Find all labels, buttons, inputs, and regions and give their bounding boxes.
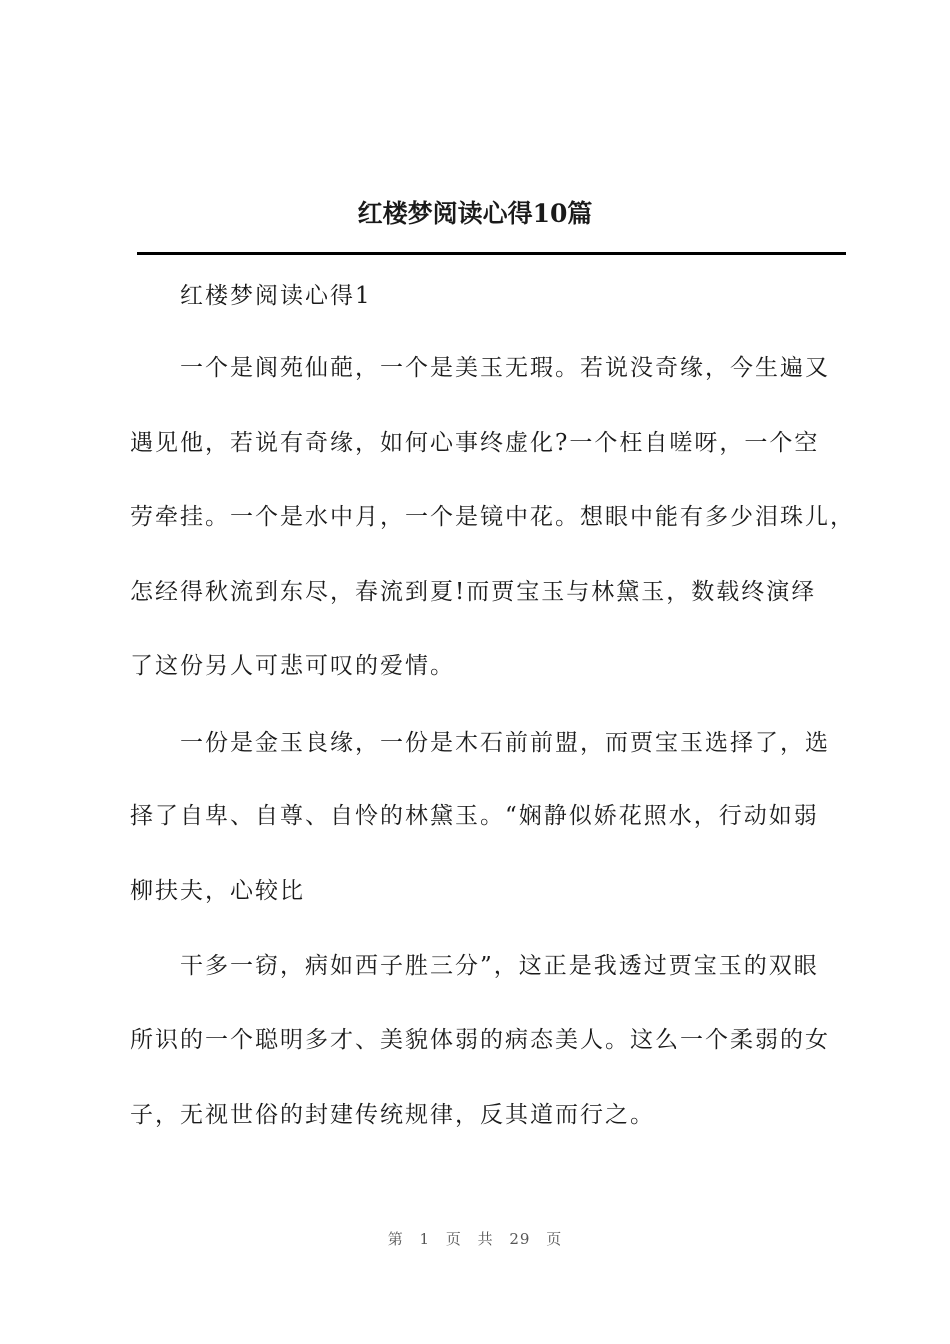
paragraph-line: 柳扶夫，心较比: [130, 878, 305, 904]
page-number: 第 1 页 共 29 页: [387, 1230, 563, 1248]
paragraph-line: 一个是阆苑仙葩，一个是美玉无瑕。若说没奇缘，今生遍又: [180, 355, 830, 381]
paragraph-line: 怎经得秋流到东尽，春流到夏!而贾宝玉与林黛玉，数载终演绎: [130, 579, 817, 605]
paragraph-line: 了这份另人可悲可叹的爱情。: [130, 653, 455, 679]
document-title: 红楼梦阅读心得10篇: [357, 199, 593, 228]
section-heading: 红楼梦阅读心得1: [180, 283, 372, 309]
title-divider: [137, 252, 846, 255]
paragraph-line: 遇见他，若说有奇缘，如何心事终虚化?一个枉自嗟呀，一个空: [130, 430, 820, 456]
paragraph-line: 劳牵挂。一个是水中月，一个是镜中花。想眼中能有多少泪珠儿，: [130, 504, 855, 530]
paragraph-line: 干多一窃，病如西子胜三分”，这正是我透过贾宝玉的双眼: [180, 953, 819, 979]
paragraph-line: 择了自卑、自尊、自怜的林黛玉。“娴静似娇花照水，行动如弱: [130, 803, 819, 829]
paragraph-line: 所识的一个聪明多才、美貌体弱的病态美人。这么一个柔弱的女: [130, 1027, 830, 1053]
paragraph-line: 子，无视世俗的封建传统规律，反其道而行之。: [130, 1102, 655, 1128]
paragraph-line: 一份是金玉良缘，一份是木石前前盟，而贾宝玉选择了，选: [180, 730, 830, 756]
